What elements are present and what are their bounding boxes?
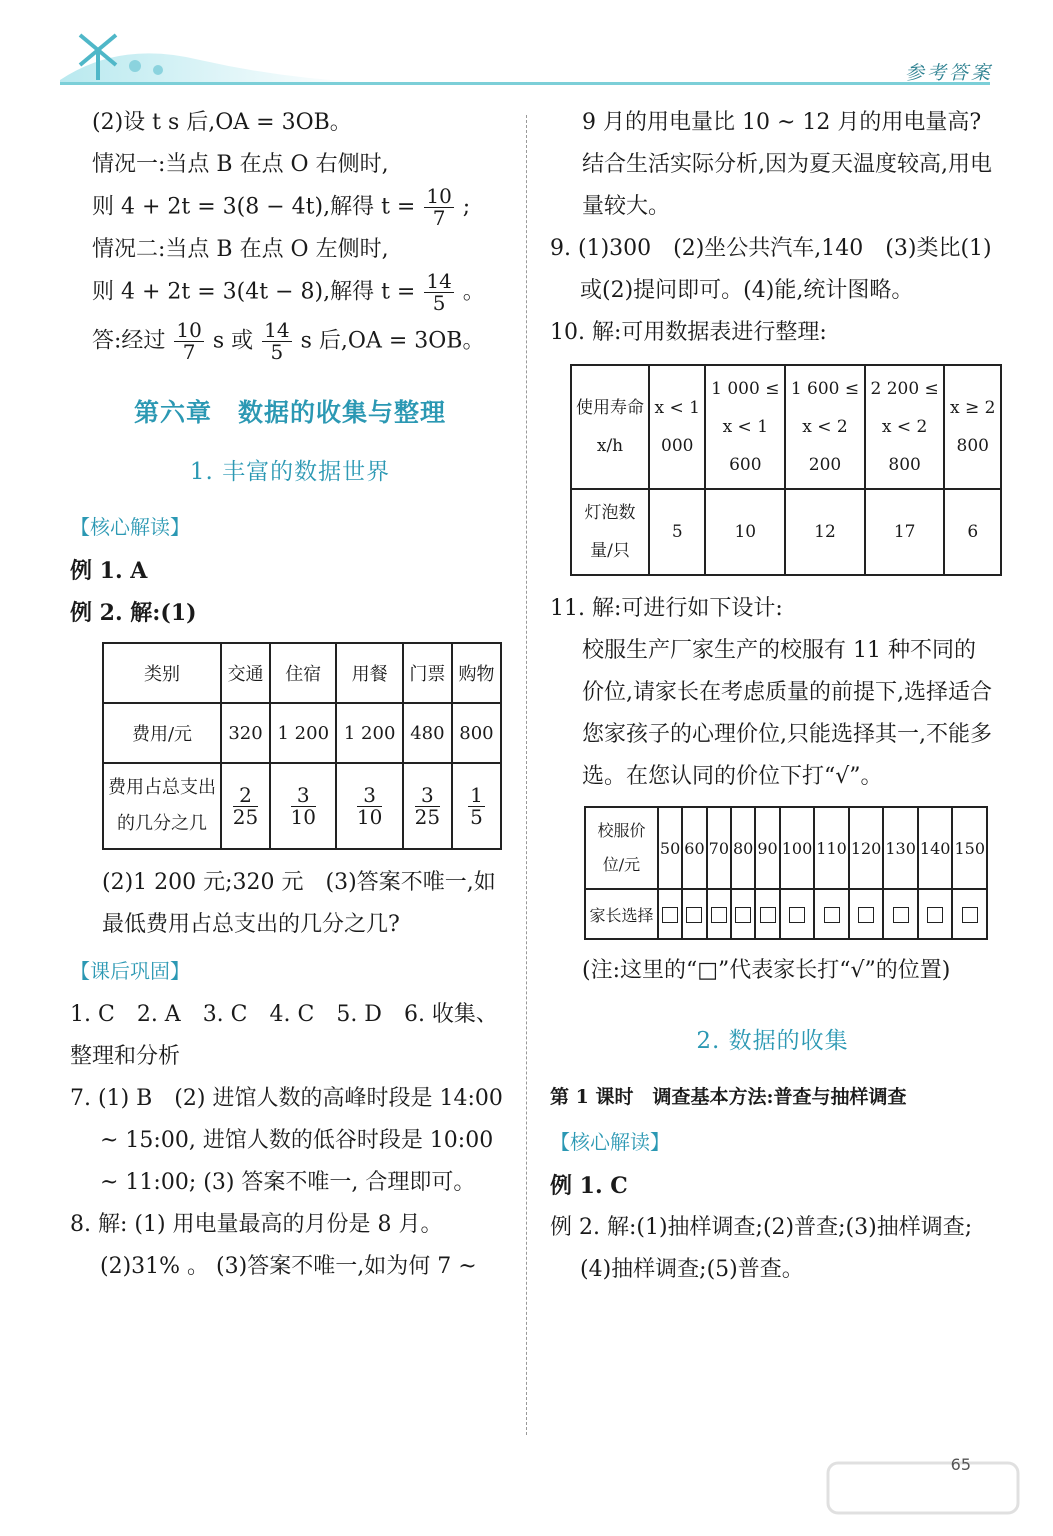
checkbox-icon: [789, 907, 805, 923]
header-banner: [0, 0, 1053, 90]
answer-11-text: 校服生产厂家生产的校服有 11 种不同的价位,请家长在考虑质量的前提下,选择适合您家孩子的心理价位,只能选择其一,不能多选。在您认同的价位下打“√”。: [582, 638, 992, 789]
example-2b: 例 2. 解:(1)抽样调查;(2)普查;(3)抽样调查;(4)抽样调查;(5)普查。: [550, 1215, 973, 1282]
right-column: [550, 102, 995, 1291]
table-row: 使用寿命 x/h x < 1 000 1 000 ≤ x < 1 600 1 600 ≤ x < 2 200 2 200 ≤ x < 2 800 x ≥ 2 800: [571, 365, 1001, 489]
example-1: 例 1. A: [70, 558, 148, 584]
fraction: $\frac{14}{5}$: [426, 269, 452, 315]
lesson-title: 第 1 课时 调查基本方法:普查与抽样调查: [550, 1086, 907, 1108]
example-1b: 例 1. C: [550, 1173, 628, 1199]
checkbox-icon: [735, 907, 751, 923]
checkbox-icon: [962, 907, 978, 923]
example-2: 例 2. 解:(1): [70, 600, 197, 626]
line-case1: 情况一:当点 B 在点 O 右侧时,: [92, 152, 389, 177]
checkbox-icon: [711, 907, 727, 923]
answer-2: (2)1 200 元;320 元 (3)答案不唯一,如最低费用占总支出的几分之几?: [102, 870, 496, 937]
page-number: 65: [950, 1455, 971, 1474]
fraction: $\frac{2}{25}$: [232, 782, 259, 829]
answer-9: 9. (1)300 (2)坐公共汽车,140 (3)类比(1)或(2)提问即可。(4)能,统计图略。: [550, 236, 992, 303]
table-row: 家长选择: [585, 889, 987, 939]
column-divider: [526, 115, 527, 1435]
checkbox-icon: [686, 907, 702, 923]
checkbox-icon: [662, 907, 678, 923]
table-row: 校服价位/元 50 60 70 80 90 100 110 120 130 140 150: [585, 807, 987, 889]
answer-10: 10. 解:可用数据表进行整理:: [550, 320, 827, 345]
checkbox-icon: [893, 907, 909, 923]
fraction: $\frac{14}{5}$: [264, 318, 290, 364]
uniform-price-table: [584, 806, 988, 940]
tag-core-2: 【核心解读】: [550, 1130, 670, 1154]
header-rule: [60, 82, 990, 85]
section-title-1: 1. 丰富的数据世界: [189, 459, 391, 485]
bulb-table: [570, 364, 1002, 576]
line-case1-eq: 则 4 + 2t = 3(8 − 4t),解得 t = $\frac{10}{7}$ ;: [92, 184, 471, 230]
expense-table: [102, 642, 502, 850]
chapter-title: 第六章 数据的收集与整理: [133, 398, 446, 427]
answers-1-6: 1. C 2. A 3. C 4. C 5. D 6. 收集、整理和分析: [70, 1002, 498, 1069]
note: (注:这里的“□”代表家长打“√”的位置): [582, 958, 951, 983]
line-answer: 答:经过 $\frac{10}{7}$ s 或 $\frac{14}{5}$ s 后,OA = 3OB。: [92, 318, 485, 364]
tag-core: 【核心解读】: [70, 515, 190, 539]
answer-11: 11. 解:可进行如下设计:: [550, 596, 783, 621]
line-case2-eq: 则 4 + 2t = 3(4t − 8),解得 t = $\frac{14}{5}$ 。: [92, 269, 485, 315]
fraction: $\frac{3}{25}$: [414, 782, 441, 829]
answer-8: 8. 解: (1) 用电量最高的月份是 8 月。(2)31% 。 (3)答案不唯一,如为何 7 ~: [70, 1212, 477, 1279]
checkbox-icon: [824, 907, 840, 923]
left-column: [70, 102, 510, 1288]
header-tag: 参考答案: [904, 62, 993, 84]
table-row: 费用占总支出的几分之几 $\frac{2}{25}$ $\frac{3}{10}$ $\frac{3}{10}$ $\frac{3}{25}$ $\frac{1}{5}$: [103, 763, 501, 849]
line-case2: 情况二:当点 B 在点 O 左侧时,: [92, 237, 389, 262]
watermark-logo: [823, 1458, 1023, 1518]
tag-after: 【课后巩固】: [70, 959, 190, 983]
table-row: 类别 交通 住宿 用餐 门票 购物: [103, 643, 501, 703]
fraction: $\frac{3}{10}$: [290, 782, 316, 829]
fraction: $\frac{10}{7}$: [176, 318, 202, 364]
checkbox-icon: [927, 907, 943, 923]
section-title-2: 2. 数据的收集: [696, 1028, 849, 1054]
answer-7: 7. (1) B (2) 进馆人数的高峰时段是 14:00 ~ 15:00, 进馆人数的低谷时段是 10:00 ~ 11:00; (3) 答案不唯一, 合理即可。: [70, 1086, 503, 1195]
checkbox-icon: [858, 907, 874, 923]
checkbox-icon: [760, 907, 776, 923]
fraction: $\frac{1}{5}$: [470, 782, 483, 829]
fraction: $\frac{10}{7}$: [426, 184, 452, 230]
line-setup: (2)设 t s 后,OA = 3OB。: [92, 110, 352, 135]
table-row: 灯泡数量/只 5 10 12 17 6: [571, 489, 1001, 575]
fraction: $\frac{3}{10}$: [356, 782, 383, 829]
answer-8-cont: 9 月的用电量比 10 ~ 12 月的用电量高?结合生活实际分析,因为夏天温度较高,用电量较大。: [582, 110, 992, 219]
table-row: 费用/元 320 1 200 1 200 480 800: [103, 703, 501, 763]
